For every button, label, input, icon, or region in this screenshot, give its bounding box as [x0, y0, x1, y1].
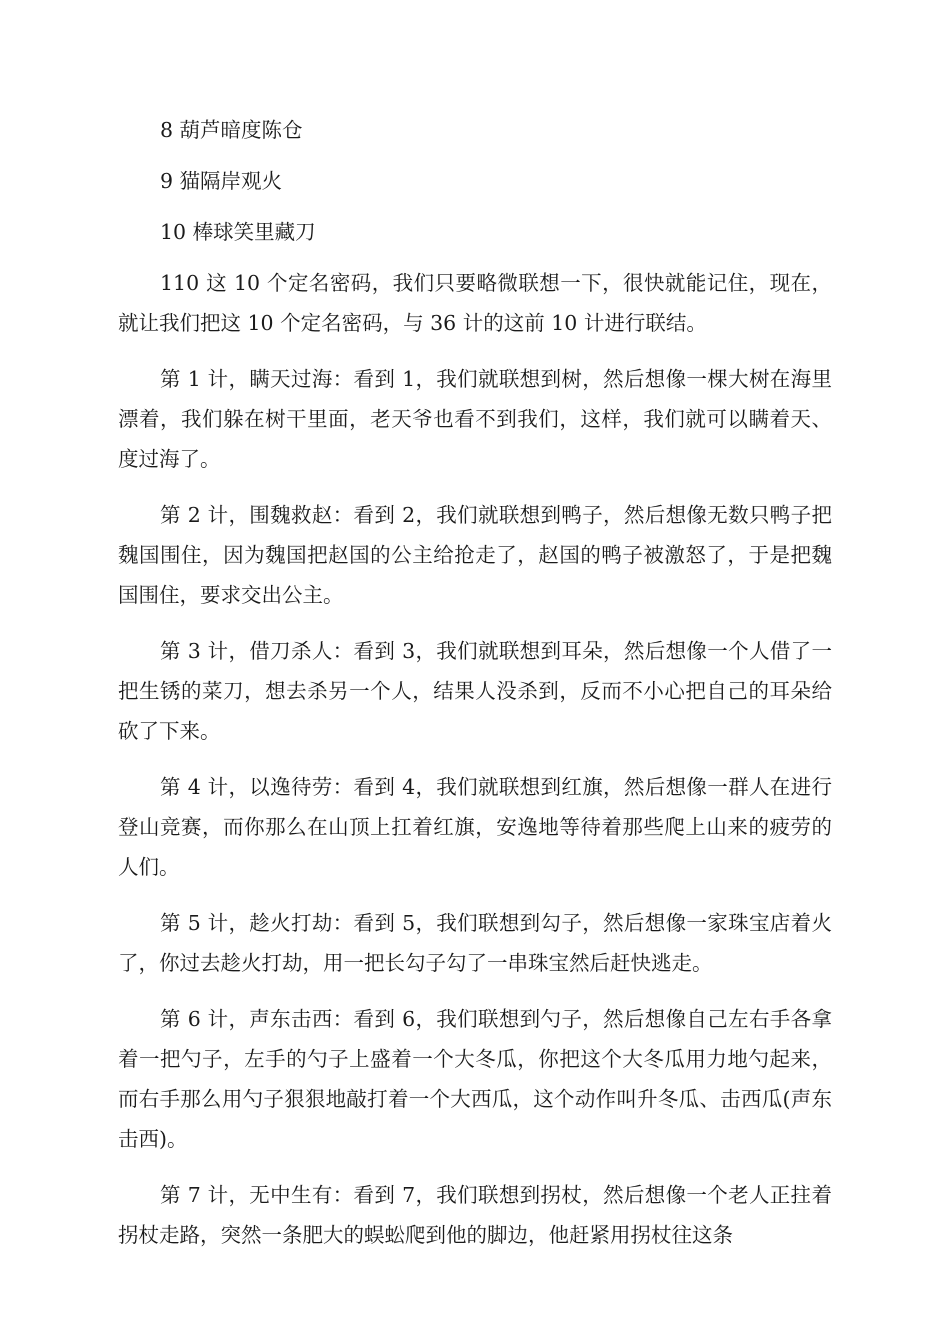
- intro-paragraph: 110 这 10 个定名密码，我们只要略微联想一下，很快就能记住，现在，就让我们把这 10 个定名密码，与 36 计的这前 10 计进行联结。: [118, 271, 832, 335]
- strategy-1-paragraph: 第 1 计，瞒天过海：看到 1，我们就联想到树，然后想像一棵大树在海里漂着，我们躲在树干里面，老天爷也看不到我们，这样，我们就可以瞒着天、度过海了。: [118, 367, 832, 471]
- strategy-3-paragraph: 第 3 计，借刀杀人：看到 3，我们就联想到耳朵，然后想像一个人借了一把生锈的菜刀，想去杀另一个人，结果人没杀到，反而不小心把自己的耳朵给砍了下来。: [118, 639, 832, 743]
- strategy-5-paragraph: 第 5 计，趁火打劫：看到 5，我们联想到勾子，然后想像一家珠宝店着火了，你过去趁火打劫，用一把长勾子勾了一串珠宝然后赶快逃走。: [118, 911, 832, 975]
- list-item-8: 8 葫芦暗度陈仓: [160, 118, 303, 142]
- strategy-7-paragraph: 第 7 计，无中生有：看到 7，我们联想到拐杖，然后想像一个老人正拄着拐杖走路，突然一条肥大的蜈蚣爬到他的脚边，他赶紧用拐杖往这条: [118, 1183, 832, 1247]
- strategy-2-paragraph: 第 2 计，围魏救赵：看到 2，我们就联想到鸭子，然后想像无数只鸭子把魏国围住，因为魏国把赵国的公主给抢走了，赵国的鸭子被激怒了，于是把魏国围住，要求交出公主。: [118, 503, 832, 607]
- strategy-6-paragraph: 第 6 计，声东击西：看到 6，我们联想到勺子，然后想像自己左右手各拿着一把勺子，左手的勺子上盛着一个大冬瓜，你把这个大冬瓜用力地勺起来，而右手那么用勺子狠狠地敲打着一个大西瓜，这个动作叫升冬瓜、击西瓜(声东击西)。: [118, 1007, 832, 1151]
- document-body: [118, 110, 832, 1271]
- list-item-10: 10 棒球笑里藏刀: [160, 220, 316, 244]
- list-item-9: 9 猫隔岸观火: [160, 169, 283, 193]
- strategy-4-paragraph: 第 4 计，以逸待劳：看到 4，我们就联想到红旗，然后想像一群人在进行登山竞赛，而你那么在山顶上扛着红旗，安逸地等待着那些爬上山来的疲劳的人们。: [118, 775, 832, 879]
